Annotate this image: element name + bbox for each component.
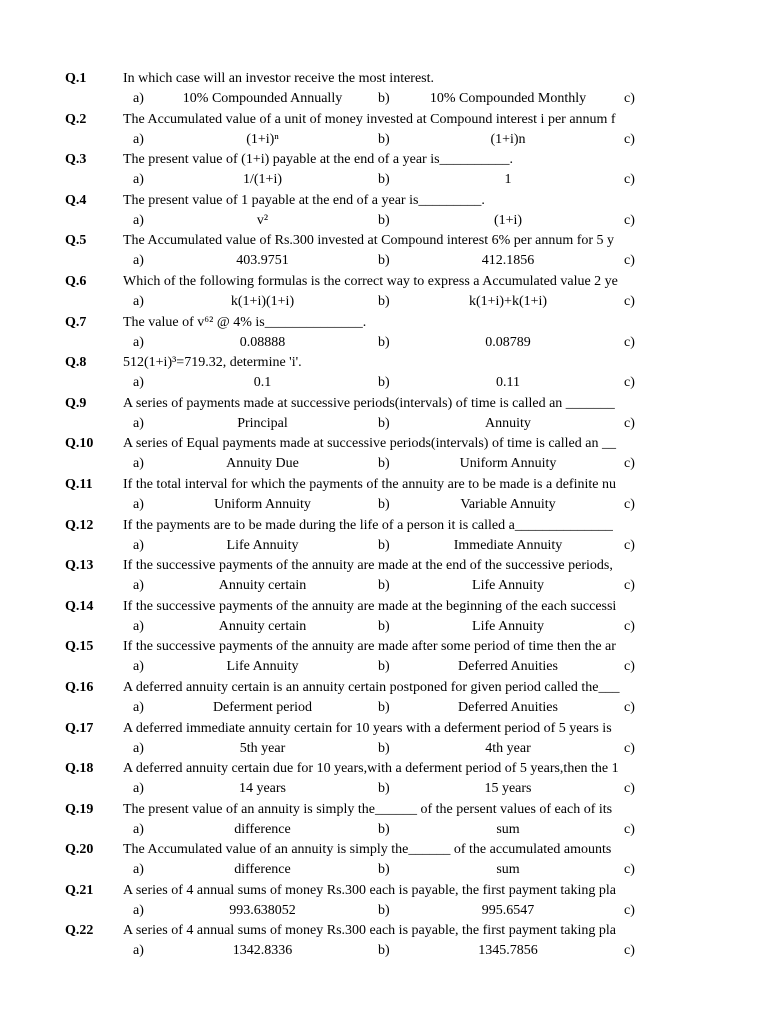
option-a-label: a) bbox=[133, 699, 144, 715]
option-a-label: a) bbox=[133, 415, 144, 431]
question-item bbox=[0, 69, 768, 110]
option-c-label: c) bbox=[624, 781, 635, 797]
option-b-label: b) bbox=[378, 456, 390, 472]
option-a-value: Annuity certain bbox=[218, 578, 307, 594]
question-number: Q.15 bbox=[65, 639, 94, 655]
question-text: If the payments are to be made during the life of a person it is called a______________ bbox=[123, 517, 613, 533]
option-a-value: Deferment period bbox=[212, 699, 313, 715]
option-b-value: 1 bbox=[504, 172, 512, 188]
option-a-label: a) bbox=[133, 821, 144, 837]
question-number: Q.11 bbox=[65, 476, 93, 492]
options-row bbox=[0, 333, 768, 352]
question-text: A deferred immediate annuity certain for 10 years with a deferment period of 5 years is bbox=[123, 720, 612, 736]
option-a-label: a) bbox=[133, 456, 144, 472]
question-text: The present value of an annuity is simply the______ of the persent values of each of its bbox=[123, 801, 613, 817]
option-a-label: a) bbox=[133, 781, 144, 797]
option-a-value: 5th year bbox=[239, 740, 286, 756]
option-b-label: b) bbox=[378, 618, 390, 634]
question-item bbox=[0, 516, 768, 557]
question-text: A series of 4 annual sums of money Rs.300 each is payable, the first payment taking pla bbox=[123, 923, 617, 939]
option-a-value: Principal bbox=[237, 415, 288, 431]
question-number: Q.3 bbox=[65, 152, 87, 168]
option-c-label: c) bbox=[624, 496, 635, 512]
question-text: If the successive payments of the annuity are made at the beginning of the each successi bbox=[123, 598, 617, 614]
option-a-value: Annuity certain bbox=[218, 618, 307, 634]
options-row bbox=[0, 820, 768, 839]
option-c-label: c) bbox=[624, 821, 635, 837]
option-c-label: c) bbox=[624, 618, 635, 634]
question-item bbox=[0, 678, 768, 719]
question-number: Q.9 bbox=[65, 395, 87, 411]
option-b-value: 412.1856 bbox=[481, 253, 535, 269]
option-b-value: 10% Compounded Monthly bbox=[429, 91, 587, 106]
option-c-label: c) bbox=[624, 293, 635, 309]
option-c-label: c) bbox=[624, 91, 635, 106]
option-a-value: 1/(1+i) bbox=[243, 172, 282, 188]
options-row bbox=[0, 901, 768, 920]
option-b-label: b) bbox=[378, 131, 390, 147]
option-a-label: a) bbox=[133, 902, 144, 918]
option-a-label: a) bbox=[133, 943, 144, 959]
options-row bbox=[0, 89, 768, 108]
option-b-value: (1+i) bbox=[493, 212, 523, 228]
option-b-label: b) bbox=[378, 781, 390, 797]
question-text: The Accumulated value of a unit of money invested at Compound interest i per annum f bbox=[123, 111, 616, 127]
question-item bbox=[0, 353, 768, 394]
option-a-value: difference bbox=[234, 862, 291, 878]
question-item bbox=[0, 800, 768, 841]
question-number: Q.21 bbox=[65, 882, 94, 898]
options-row bbox=[0, 211, 768, 230]
question-text: A series of Equal payments made at successive periods(intervals) of time is called an __ bbox=[123, 436, 616, 452]
question-item bbox=[0, 110, 768, 151]
question-text: The Accumulated value of an annuity is simply the______ of the accumulated amounts bbox=[123, 842, 612, 858]
option-c-label: c) bbox=[624, 740, 635, 756]
question-number: Q.5 bbox=[65, 233, 87, 249]
option-a-value: Annuity Due bbox=[226, 456, 299, 472]
option-a-label: a) bbox=[133, 172, 144, 188]
options-row bbox=[0, 941, 768, 960]
question-number: Q.6 bbox=[65, 273, 87, 289]
question-item bbox=[0, 394, 768, 435]
question-item bbox=[0, 313, 768, 354]
option-b-value: Immediate Annuity bbox=[453, 537, 563, 553]
question-number: Q.7 bbox=[65, 314, 87, 330]
option-c-label: c) bbox=[624, 537, 635, 553]
option-a-label: a) bbox=[133, 537, 144, 553]
option-c-label: c) bbox=[624, 172, 635, 188]
options-row bbox=[0, 739, 768, 758]
option-a-value: k(1+i)(1+i) bbox=[230, 293, 295, 309]
option-b-value: Deferred Anuities bbox=[458, 659, 558, 675]
option-b-label: b) bbox=[378, 862, 390, 878]
options-row bbox=[0, 617, 768, 636]
option-c-label: c) bbox=[624, 659, 635, 675]
option-b-value: Deferred Anuities bbox=[458, 699, 558, 715]
question-number: Q.13 bbox=[65, 558, 94, 574]
question-list bbox=[0, 69, 768, 969]
question-item bbox=[0, 719, 768, 760]
question-item bbox=[0, 191, 768, 232]
option-a-label: a) bbox=[133, 131, 144, 147]
option-b-value: 0.08789 bbox=[485, 334, 531, 350]
question-item bbox=[0, 881, 768, 922]
options-row bbox=[0, 779, 768, 798]
question-text: The present value of (1+i) payable at the end of a year is__________. bbox=[123, 152, 514, 168]
question-text: A series of payments made at successive periods(intervals) of time is called an _______ bbox=[123, 395, 615, 411]
option-b-value: Annuity bbox=[485, 415, 531, 431]
option-a-value: 993.638052 bbox=[229, 902, 296, 918]
option-a-value: 14 years bbox=[238, 781, 287, 797]
option-b-value: Variable Annuity bbox=[460, 496, 556, 512]
options-row bbox=[0, 373, 768, 392]
question-text: If the successive payments of the annuity are made after some period of time then the ar bbox=[123, 639, 616, 655]
option-b-value: 1345.7856 bbox=[478, 943, 538, 959]
option-a-value: Life Annuity bbox=[226, 659, 299, 675]
option-a-label: a) bbox=[133, 659, 144, 675]
option-a-label: a) bbox=[133, 334, 144, 350]
option-c-label: c) bbox=[624, 862, 635, 878]
options-row bbox=[0, 860, 768, 879]
option-b-label: b) bbox=[378, 699, 390, 715]
options-row bbox=[0, 130, 768, 149]
option-a-value: 403.9751 bbox=[236, 253, 289, 269]
question-text: In which case will an investor receive the most interest. bbox=[123, 71, 435, 86]
option-b-label: b) bbox=[378, 212, 390, 228]
question-item bbox=[0, 556, 768, 597]
question-item bbox=[0, 434, 768, 475]
option-b-label: b) bbox=[378, 537, 390, 553]
option-c-label: c) bbox=[624, 375, 635, 391]
option-b-label: b) bbox=[378, 172, 390, 188]
question-number: Q.16 bbox=[65, 679, 94, 695]
option-b-value: k(1+i)+k(1+i) bbox=[468, 293, 548, 309]
option-c-label: c) bbox=[624, 456, 635, 472]
option-a-label: a) bbox=[133, 618, 144, 634]
option-a-value: Uniform Annuity bbox=[214, 496, 311, 512]
options-row bbox=[0, 170, 768, 189]
option-a-label: a) bbox=[133, 253, 144, 269]
options-row bbox=[0, 454, 768, 473]
options-row bbox=[0, 414, 768, 433]
option-a-label: a) bbox=[133, 496, 144, 512]
option-c-label: c) bbox=[624, 212, 635, 228]
question-text: A series of 4 annual sums of money Rs.300 each is payable, the first payment taking pla bbox=[123, 882, 617, 898]
question-text: Which of the following formulas is the correct way to express a Accumulated value 2 ye bbox=[123, 273, 618, 289]
question-text: A deferred annuity certain due for 10 years,with a deferment period of 5 years,then the 1 bbox=[123, 761, 619, 777]
question-number: Q.14 bbox=[65, 598, 94, 614]
option-c-label: c) bbox=[624, 578, 635, 594]
question-text: The value of v⁶² @ 4% is______________. bbox=[123, 314, 367, 330]
question-text: If the successive payments of the annuity are made at the end of the successive periods, bbox=[123, 558, 613, 574]
options-row bbox=[0, 495, 768, 514]
option-a-value: difference bbox=[234, 821, 291, 837]
question-item bbox=[0, 840, 768, 881]
question-item bbox=[0, 921, 768, 962]
options-row bbox=[0, 698, 768, 717]
question-number: Q.2 bbox=[65, 111, 87, 127]
question-item bbox=[0, 150, 768, 191]
option-c-label: c) bbox=[624, 253, 635, 269]
option-a-label: a) bbox=[133, 375, 144, 391]
options-row bbox=[0, 292, 768, 311]
option-b-label: b) bbox=[378, 902, 390, 918]
question-number: Q.17 bbox=[65, 720, 94, 736]
option-a-label: a) bbox=[133, 862, 144, 878]
option-c-label: c) bbox=[624, 699, 635, 715]
question-number: Q.10 bbox=[65, 436, 94, 452]
option-c-label: c) bbox=[624, 415, 635, 431]
options-row bbox=[0, 536, 768, 555]
options-row bbox=[0, 576, 768, 595]
question-number: Q.4 bbox=[65, 192, 87, 208]
option-b-value: sum bbox=[496, 862, 520, 878]
option-a-label: a) bbox=[133, 293, 144, 309]
question-number: Q.19 bbox=[65, 801, 94, 817]
question-number: Q.8 bbox=[65, 355, 87, 371]
question-item bbox=[0, 597, 768, 638]
option-b-label: b) bbox=[378, 293, 390, 309]
option-b-value: 0.11 bbox=[496, 375, 520, 391]
option-b-label: b) bbox=[378, 943, 390, 959]
option-a-value: 0.1 bbox=[253, 375, 272, 391]
option-a-label: a) bbox=[133, 578, 144, 594]
question-text: If the total interval for which the payments of the annuity are to be made is a definite nu bbox=[123, 476, 616, 492]
question-number: Q.22 bbox=[65, 923, 94, 939]
options-row bbox=[0, 251, 768, 270]
option-b-value: 995.6547 bbox=[481, 902, 535, 918]
option-a-label: a) bbox=[133, 91, 144, 106]
option-b-value: 4th year bbox=[485, 740, 531, 756]
option-a-value: 0.08888 bbox=[239, 334, 286, 350]
option-c-label: c) bbox=[624, 902, 635, 918]
option-b-value: Uniform Annuity bbox=[459, 456, 557, 472]
option-c-label: c) bbox=[624, 334, 635, 350]
option-c-label: c) bbox=[624, 943, 635, 959]
question-item bbox=[0, 637, 768, 678]
question-number: Q.20 bbox=[65, 842, 94, 858]
question-text: 512(1+i)³=719.32, determine 'i'. bbox=[123, 355, 302, 371]
option-b-value: sum bbox=[496, 821, 520, 837]
option-b-value: 15 years bbox=[484, 781, 532, 797]
option-b-label: b) bbox=[378, 253, 390, 269]
option-a-value: v² bbox=[256, 212, 269, 228]
option-a-value: 1342.8336 bbox=[232, 943, 293, 959]
option-a-value: Life Annuity bbox=[226, 537, 299, 553]
option-b-label: b) bbox=[378, 334, 390, 350]
option-b-value: (1+i)n bbox=[490, 131, 526, 147]
option-b-label: b) bbox=[378, 740, 390, 756]
option-a-value: (1+i)ⁿ bbox=[246, 131, 279, 147]
option-b-label: b) bbox=[378, 821, 390, 837]
option-b-label: b) bbox=[378, 659, 390, 675]
option-b-label: b) bbox=[378, 578, 390, 594]
question-number: Q.18 bbox=[65, 761, 94, 777]
option-b-label: b) bbox=[378, 415, 390, 431]
question-text: The present value of 1 payable at the end of a year is_________. bbox=[123, 192, 485, 208]
question-number: Q.12 bbox=[65, 517, 94, 533]
question-text: The Accumulated value of Rs.300 invested at Compound interest 6% per annum for 5 y bbox=[123, 233, 615, 249]
option-b-label: b) bbox=[378, 91, 390, 106]
option-a-value: 10% Compounded Annually bbox=[182, 91, 343, 106]
option-a-label: a) bbox=[133, 740, 144, 756]
question-item bbox=[0, 272, 768, 313]
option-c-label: c) bbox=[624, 131, 635, 147]
option-b-label: b) bbox=[378, 375, 390, 391]
question-item bbox=[0, 475, 768, 516]
question-text: A deferred annuity certain is an annuity certain postponed for given period called the___ bbox=[123, 679, 620, 695]
option-b-label: b) bbox=[378, 496, 390, 512]
question-item bbox=[0, 231, 768, 272]
question-item bbox=[0, 759, 768, 800]
option-a-label: a) bbox=[133, 212, 144, 228]
question-number: Q.1 bbox=[65, 71, 87, 86]
options-row bbox=[0, 657, 768, 676]
option-b-value: Life Annuity bbox=[472, 578, 544, 594]
option-b-value: Life Annuity bbox=[472, 618, 544, 634]
